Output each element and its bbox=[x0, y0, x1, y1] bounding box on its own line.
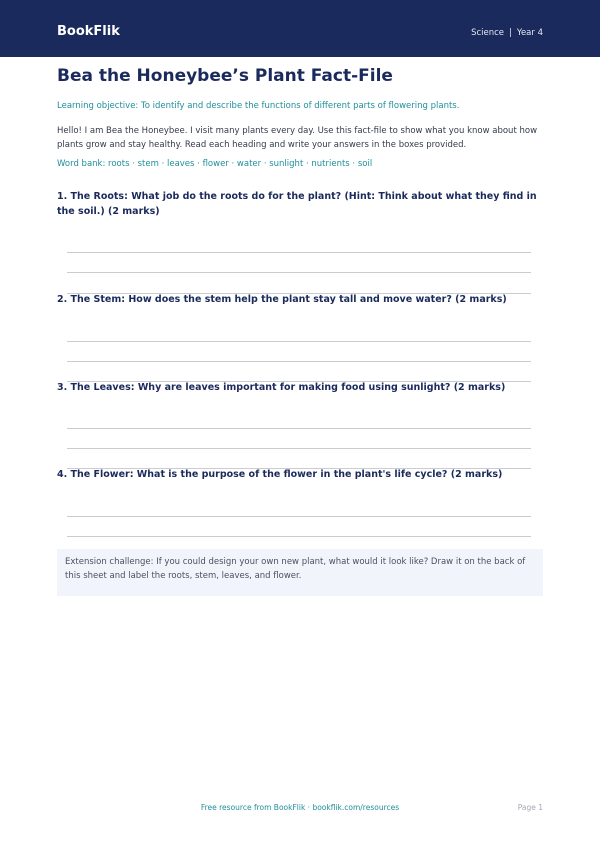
question-stem: 2. The Stem: How does the stem help the plant stay tall and move water? (2 marks) bbox=[57, 294, 507, 305]
question-roots: 1. The Roots: What job do the roots do for the plant? (Hint: Think about what they find in the soil.) (2 marks) bbox=[57, 191, 537, 217]
header-meta bbox=[471, 28, 543, 38]
subject-label: Science bbox=[471, 28, 505, 38]
answer-line[interactable] bbox=[67, 516, 531, 517]
answer-line[interactable] bbox=[67, 536, 531, 537]
brand-logo[interactable]: BookFlik bbox=[57, 24, 120, 39]
header-bar bbox=[0, 0, 600, 57]
answer-line[interactable] bbox=[67, 428, 531, 429]
learning-objective: Learning objective: To identify and describe the functions of different parts of flowering plants. bbox=[57, 101, 460, 111]
answer-line[interactable] bbox=[67, 272, 531, 273]
answer-line[interactable] bbox=[67, 448, 531, 449]
word-bank: Word bank: roots · stem · leaves · flower · water · sunlight · nutrients · soil bbox=[57, 159, 373, 169]
extension-text: Extension challenge: If you could design your own new plant, what would it look like? Draw it on the back of this sheet and label the roots, stem, leaves, and flower. bbox=[65, 557, 526, 581]
answer-line[interactable] bbox=[67, 341, 531, 342]
meta-separator: | bbox=[509, 28, 512, 38]
page-number: Page 1 bbox=[517, 803, 543, 812]
answer-line[interactable] bbox=[67, 252, 531, 253]
question-flower: 4. The Flower: What is the purpose of the flower in the plant's life cycle? (2 marks) bbox=[57, 469, 503, 480]
intro-text: Hello! I am Bea the Honeybee. I visit many plants every day. Use this fact-file to show what you know about how plants grow and stay healthy. Read each heading and write your answers in the boxes provided. bbox=[57, 126, 538, 150]
page-title: Bea the Honeybee’s Plant Fact-File bbox=[57, 66, 393, 86]
footer-link[interactable]: Free resource from BookFlik · bookflik.com/resources bbox=[200, 803, 400, 812]
extension-box bbox=[57, 549, 543, 596]
year-label: Year 4 bbox=[516, 28, 543, 38]
answer-line[interactable] bbox=[67, 361, 531, 362]
question-leaves: 3. The Leaves: Why are leaves important for making food using sunlight? (2 marks) bbox=[57, 382, 506, 393]
